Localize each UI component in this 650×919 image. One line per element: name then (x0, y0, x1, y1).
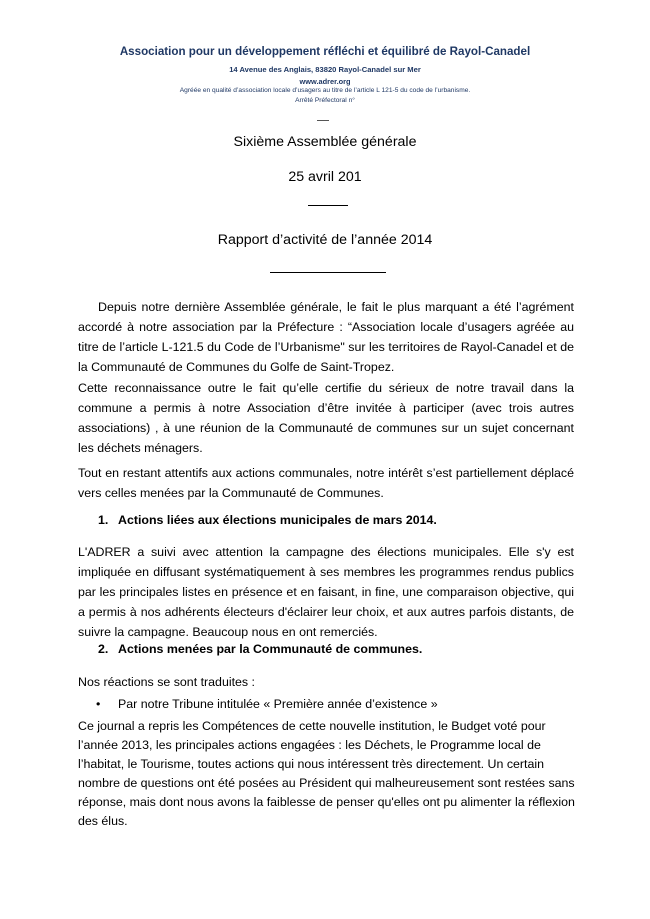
paragraph-elections: L'ADRER a suivi avec attention la campagne des élections municipales. Elle s'y est impliquée en diffusant systématiquement à ses membres les programmes rendus publics par les principales listes en présence et en faisant, in fine, une comparaison objective, qui a permis à nos adhérents électeurs d'éclairer leur choix, et aux autres parfois distants, de suivre la campagne. Beaucoup nous en ont remerciés. (78, 545, 574, 639)
association-address: 14 Avenue des Anglais, 83820 Rayol-Canadel sur Mer (229, 65, 421, 74)
paragraph-interest: Tout en restant attentifs aux actions communales, notre intérêt s’est partiellement déplacé vers celles menées par la Communauté de Communes. (78, 466, 574, 500)
paragraph-reactions: Nos réactions se sont traduites : (78, 675, 255, 689)
paragraph-recognition: Cette reconnaissance outre le fait qu’elle certifie du sérieux de notre travail dans la commune a permis à notre Association d’être invitée à participer (avec trois autres associations) , à une réunion de la Communauté de communes sur un sujet concernant les déchets ménagers. (78, 381, 574, 455)
paragraph-journal: Ce journal a repris les Compétences de cette nouvelle institution, le Budget voté pour l’année 2013, les principales actions engagées : les Déchets, le Programme local de l’habitat, le Tourisme, toutes actions qui nous intéressent très directement. Un certain nombre de questions ont été posées au Président qui malheureusement sont restées sans réponse, mais dont nous avons la faiblesse de penser qu'elles ont pu alimenter la réflexion des élus. (78, 719, 575, 828)
assembly-date: 25 avril 201 (288, 169, 362, 185)
section-number: 1. (98, 513, 109, 527)
section-title: Actions menées par la Communauté de communes. (118, 642, 423, 656)
section-heading-community (98, 642, 422, 656)
assembly-title: Sixième Assemblée générale (233, 134, 417, 150)
section-number: 2. (98, 642, 109, 656)
list-item-text: Par notre Tribune intitulée « Première année d’existence » (118, 697, 438, 711)
section-heading-elections (98, 513, 437, 527)
header-divider (317, 120, 329, 121)
bullet-icon: • (96, 697, 101, 711)
association-website: www.adrer.org (299, 77, 351, 86)
title-divider (270, 272, 386, 273)
report-title: Rapport d’activité de l’année 2014 (217, 232, 433, 248)
section-title: Actions liées aux élections municipales de mars 2014. (118, 513, 437, 527)
paragraph-agreement: Depuis notre dernière Assemblée générale, le fait le plus marquant a été l’agrément accordé à notre association par la Préfecture : “Association locale d’usagers agréée au titre de l’article L-121.5 du Code de l’Urbanisme" sur les territoires de Rayol-Canadel et de la Communauté de Communes du Golfe de Saint-Tropez. (78, 300, 574, 374)
prefectoral-decree: Arrêté Préfectoral n° (295, 97, 355, 104)
list-item (96, 697, 438, 711)
date-divider (308, 205, 348, 206)
approval-statement: Agréée en qualité d’association locale d’usagers au titre de l’article L 121-5 du code de l’urbanisme. (179, 87, 471, 94)
association-name: Association pour un développement réfléchi et équilibré de Rayol-Canadel (119, 45, 531, 58)
